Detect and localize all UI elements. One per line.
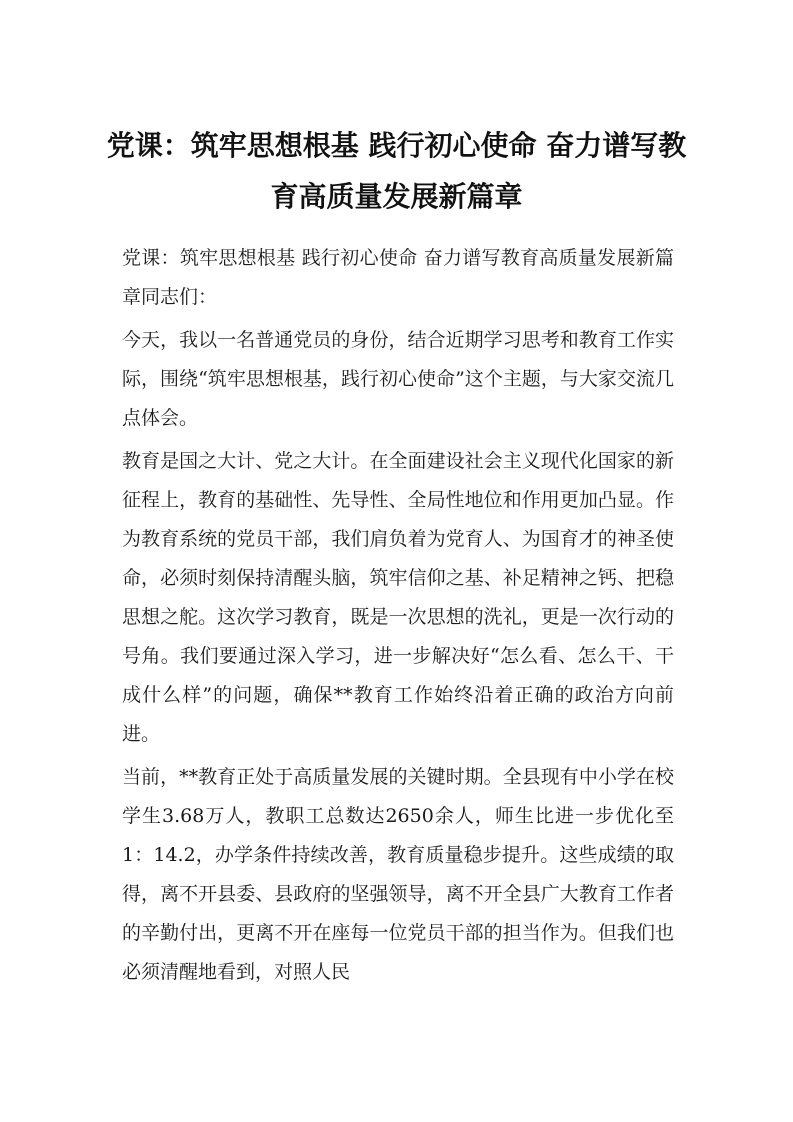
document-title: 党课：筑牢思想根基 践行初心使命 奋力谱写教育高质量发展新篇章 bbox=[106, 129, 687, 213]
document-body bbox=[122, 239, 674, 996]
paragraph: 教育是国之大计、党之大计。在全面建设社会主义现代化国家的新征程上，教育的基础性、先导性、全局性地位和作用更加凸显。作为教育系统的党员干部，我们肩负着为党育人、为国育才的神圣使命，必须时刻保持清醒头脑，筑牢信仰之基、补足精神之钙、把稳思想之舵。这次学习教育，既是一次思想的洗礼，更是一次行动的号角。我们要通过深入学习，进一步解决好“怎么看、怎么干、干成什么样”的问题，确保**教育工作始终沿着正确的政治方向前进。 bbox=[122, 450, 674, 745]
paragraph: 今天，我以一名普通党员的身份，结合近期学习思考和教育工作实际，围绕“筑牢思想根基，践行初心使命”这个主题，与大家交流几点体会。 bbox=[122, 329, 674, 429]
paragraph: 当前，**教育正处于高质量发展的关键时期。全县现有中小学在校学生3.68万人，教职工总数达2650余人，师生比进一步优化至1：14.2，办学条件持续改善，教育质量稳步提升。这些成绩的取得，离不开县委、县政府的坚强领导，离不开全县广大教育工作者的辛勤付出，更离不开在座每一位党员干部的担当作为。但我们也必须清醒地看到，对照人民 bbox=[122, 766, 674, 983]
paragraph: 党课：筑牢思想根基 践行初心使命 奋力谱写教育高质量发展新篇章同志们： bbox=[122, 247, 674, 308]
